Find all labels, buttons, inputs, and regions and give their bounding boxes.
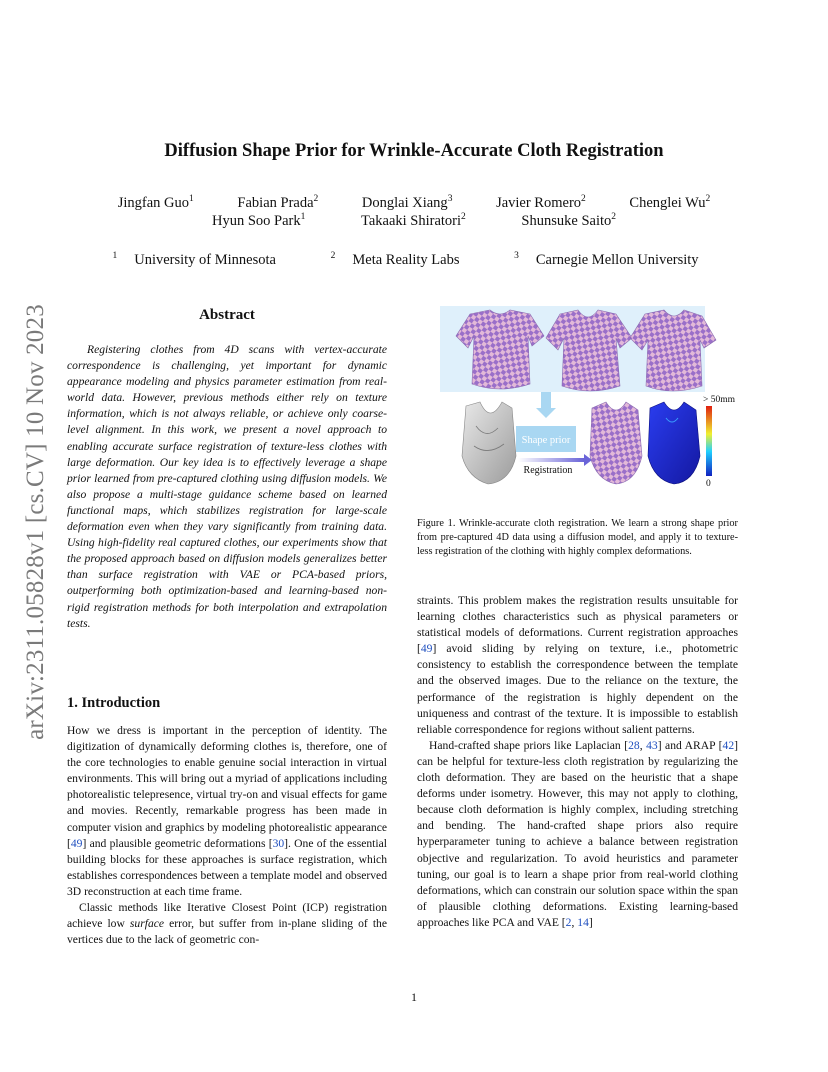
author: Takaaki Shiratori$^2$: [360, 212, 466, 229]
citation-link[interactable]: 28: [628, 738, 640, 752]
author: Fabian Prada$^2$: [237, 194, 319, 211]
author: Shunsuke Saito$^2$: [521, 212, 616, 229]
citation-link[interactable]: 30: [272, 836, 285, 850]
colorbar-max-label: > 50mm: [703, 395, 736, 405]
citation-link[interactable]: 49: [420, 642, 433, 656]
figure-caption: Figure 1. Wrinkle-accurate cloth registration. We learn a strong shape prior from pre-captured 4D data using a diffusion model, and apply it to texture-less registration of the clothing with highly complex deformations.: [417, 518, 738, 558]
input-scan: [462, 402, 516, 484]
authors-row-1: [0, 195, 828, 212]
page-number: 1: [411, 990, 417, 1004]
citation-link[interactable]: 49: [70, 836, 83, 850]
error-colorbar: [706, 406, 712, 476]
intro-paragraph-1: How we dress is important in the perception of identity. The digitization of dynamically deforming clothes is, therefore, one of the core technologies to enable genuine social interaction in virtual environments. This will bring out a myriad of applications including photorealistic telepresence, virtual try-on and visual effects for game and movies. Recently, remarkable progress has been made in computer vision and graphics by modeling photorealistic appearance [49] and plausible geometric deformations [30]. One of the essential building blocks for these approaches is surface registration, which establishes correspondences between a template model and observed 3D reconstruction at each time frame.: [67, 724, 387, 898]
author: Hyun Soo Park$^1$: [211, 212, 306, 229]
citation-link[interactable]: 2: [565, 915, 572, 929]
abstract-text: Registering clothes from 4D scans with vertex-accurate correspondence is challenging, yet important for dynamic appearance modeling and physics parameter estimation from real-world data. However, previous methods either rely on texture information, which is not always reliable, or achieve only coarse-level alignment. In this work, we present a novel approach to enabling accurate surface registration of texture-less clothes with large deformation. Our key idea is to effectively leverage a shape prior learned from pre-captured clothing using diffusion models. We also propose a multi-stage guidance scheme based on learned functional maps, which stabilizes registration for large-scale deformation even when they vary significantly from training data. Using high-fidelity real captured clothes, our experiments show that the proposed approach based on diffusion models generalizes better than surface registration with VAE or PCA-based priors, outperforming both optimization-based and learning-based non-rigid registration methods for both interpolation and extrapolation tests.: [67, 343, 387, 630]
section-heading: 1. Introduction: [67, 695, 161, 711]
affiliations: [0, 252, 828, 269]
colorbar-min-label: 0: [706, 479, 711, 489]
citation-link[interactable]: 43: [646, 738, 658, 752]
registration-label: Registration: [523, 465, 573, 476]
shape-prior-label: Shape prior: [521, 435, 571, 446]
author: Chenglei Wu$^2$: [629, 194, 711, 211]
affiliation: $^1$ University of Minnesota: [112, 251, 276, 268]
error-heatmap-shirt: [648, 402, 700, 484]
registered-shirt: [590, 402, 642, 484]
intro-paragraph-2: Classic methods like Iterative Closest Point (ICP) registration achieve low surface error, but suffer from in-plane sliding of the vertices due to the lack of geometric con-: [67, 901, 387, 947]
abstract-body: [67, 342, 387, 632]
abstract-heading: Abstract: [199, 307, 255, 323]
right-paragraph-1: straints. This problem makes the registration results unsuitable for learning clothes characteristics such as physical parameters or statistical models of deformations. Current registration approaches [49] avoid sliding by relying on texture, i.e., photometric consistency to establish the correspondence between the template and the observed images. Due to the reliance on the texture, the performance of the registration is highly dependent on the uniqueness and contrast of the texture. It is impossible to establish reliable correspondence for regions without salient patterns.: [417, 594, 738, 736]
author: Donglai Xiang$^3$: [361, 194, 453, 211]
paper-title: Diffusion Shape Prior for Wrinkle-Accurate Cloth Registration: [164, 141, 664, 161]
registration-arrow: [518, 458, 584, 462]
intro-body: [67, 723, 387, 948]
authors-row-2: [0, 213, 828, 230]
right-column-body: [417, 593, 738, 931]
figure-1: [440, 306, 740, 506]
author: Javier Romero$^2$: [496, 194, 586, 211]
arxiv-stamp: arXiv:2311.05828v1 [cs.CV] 10 Nov 2023: [22, 304, 49, 740]
author: Jingfan Guo$^1$: [117, 194, 194, 211]
down-arrow-icon: [536, 392, 556, 418]
citation-link[interactable]: 42: [722, 738, 735, 752]
affiliation: $^2$ Meta Reality Labs: [330, 251, 460, 268]
affiliation: $^3$ Carnegie Mellon University: [514, 251, 699, 268]
citation-link[interactable]: 14: [577, 915, 589, 929]
right-paragraph-2: Hand-crafted shape priors like Laplacian [28, 43] and ARAP [42] can be helpful for texture-less cloth registration by regularizing the cloth deformation. They are based on the heuristic that a shape deforms under isometry. However, this may not apply to clothing, because cloth deformation is highly complex, including stretching and bending. The hand-crafted shape priors also require hyperparameter tuning to achieve a balance between registration objective and regularization. To avoid heuristics and parameter tuning, our goal is to learn a shape prior from real-world clothing deformations, which can constrain our solution space within the span of plausible clothing deformations. Existing learning-based approaches like PCA and VAE [2, 14]: [417, 738, 738, 929]
